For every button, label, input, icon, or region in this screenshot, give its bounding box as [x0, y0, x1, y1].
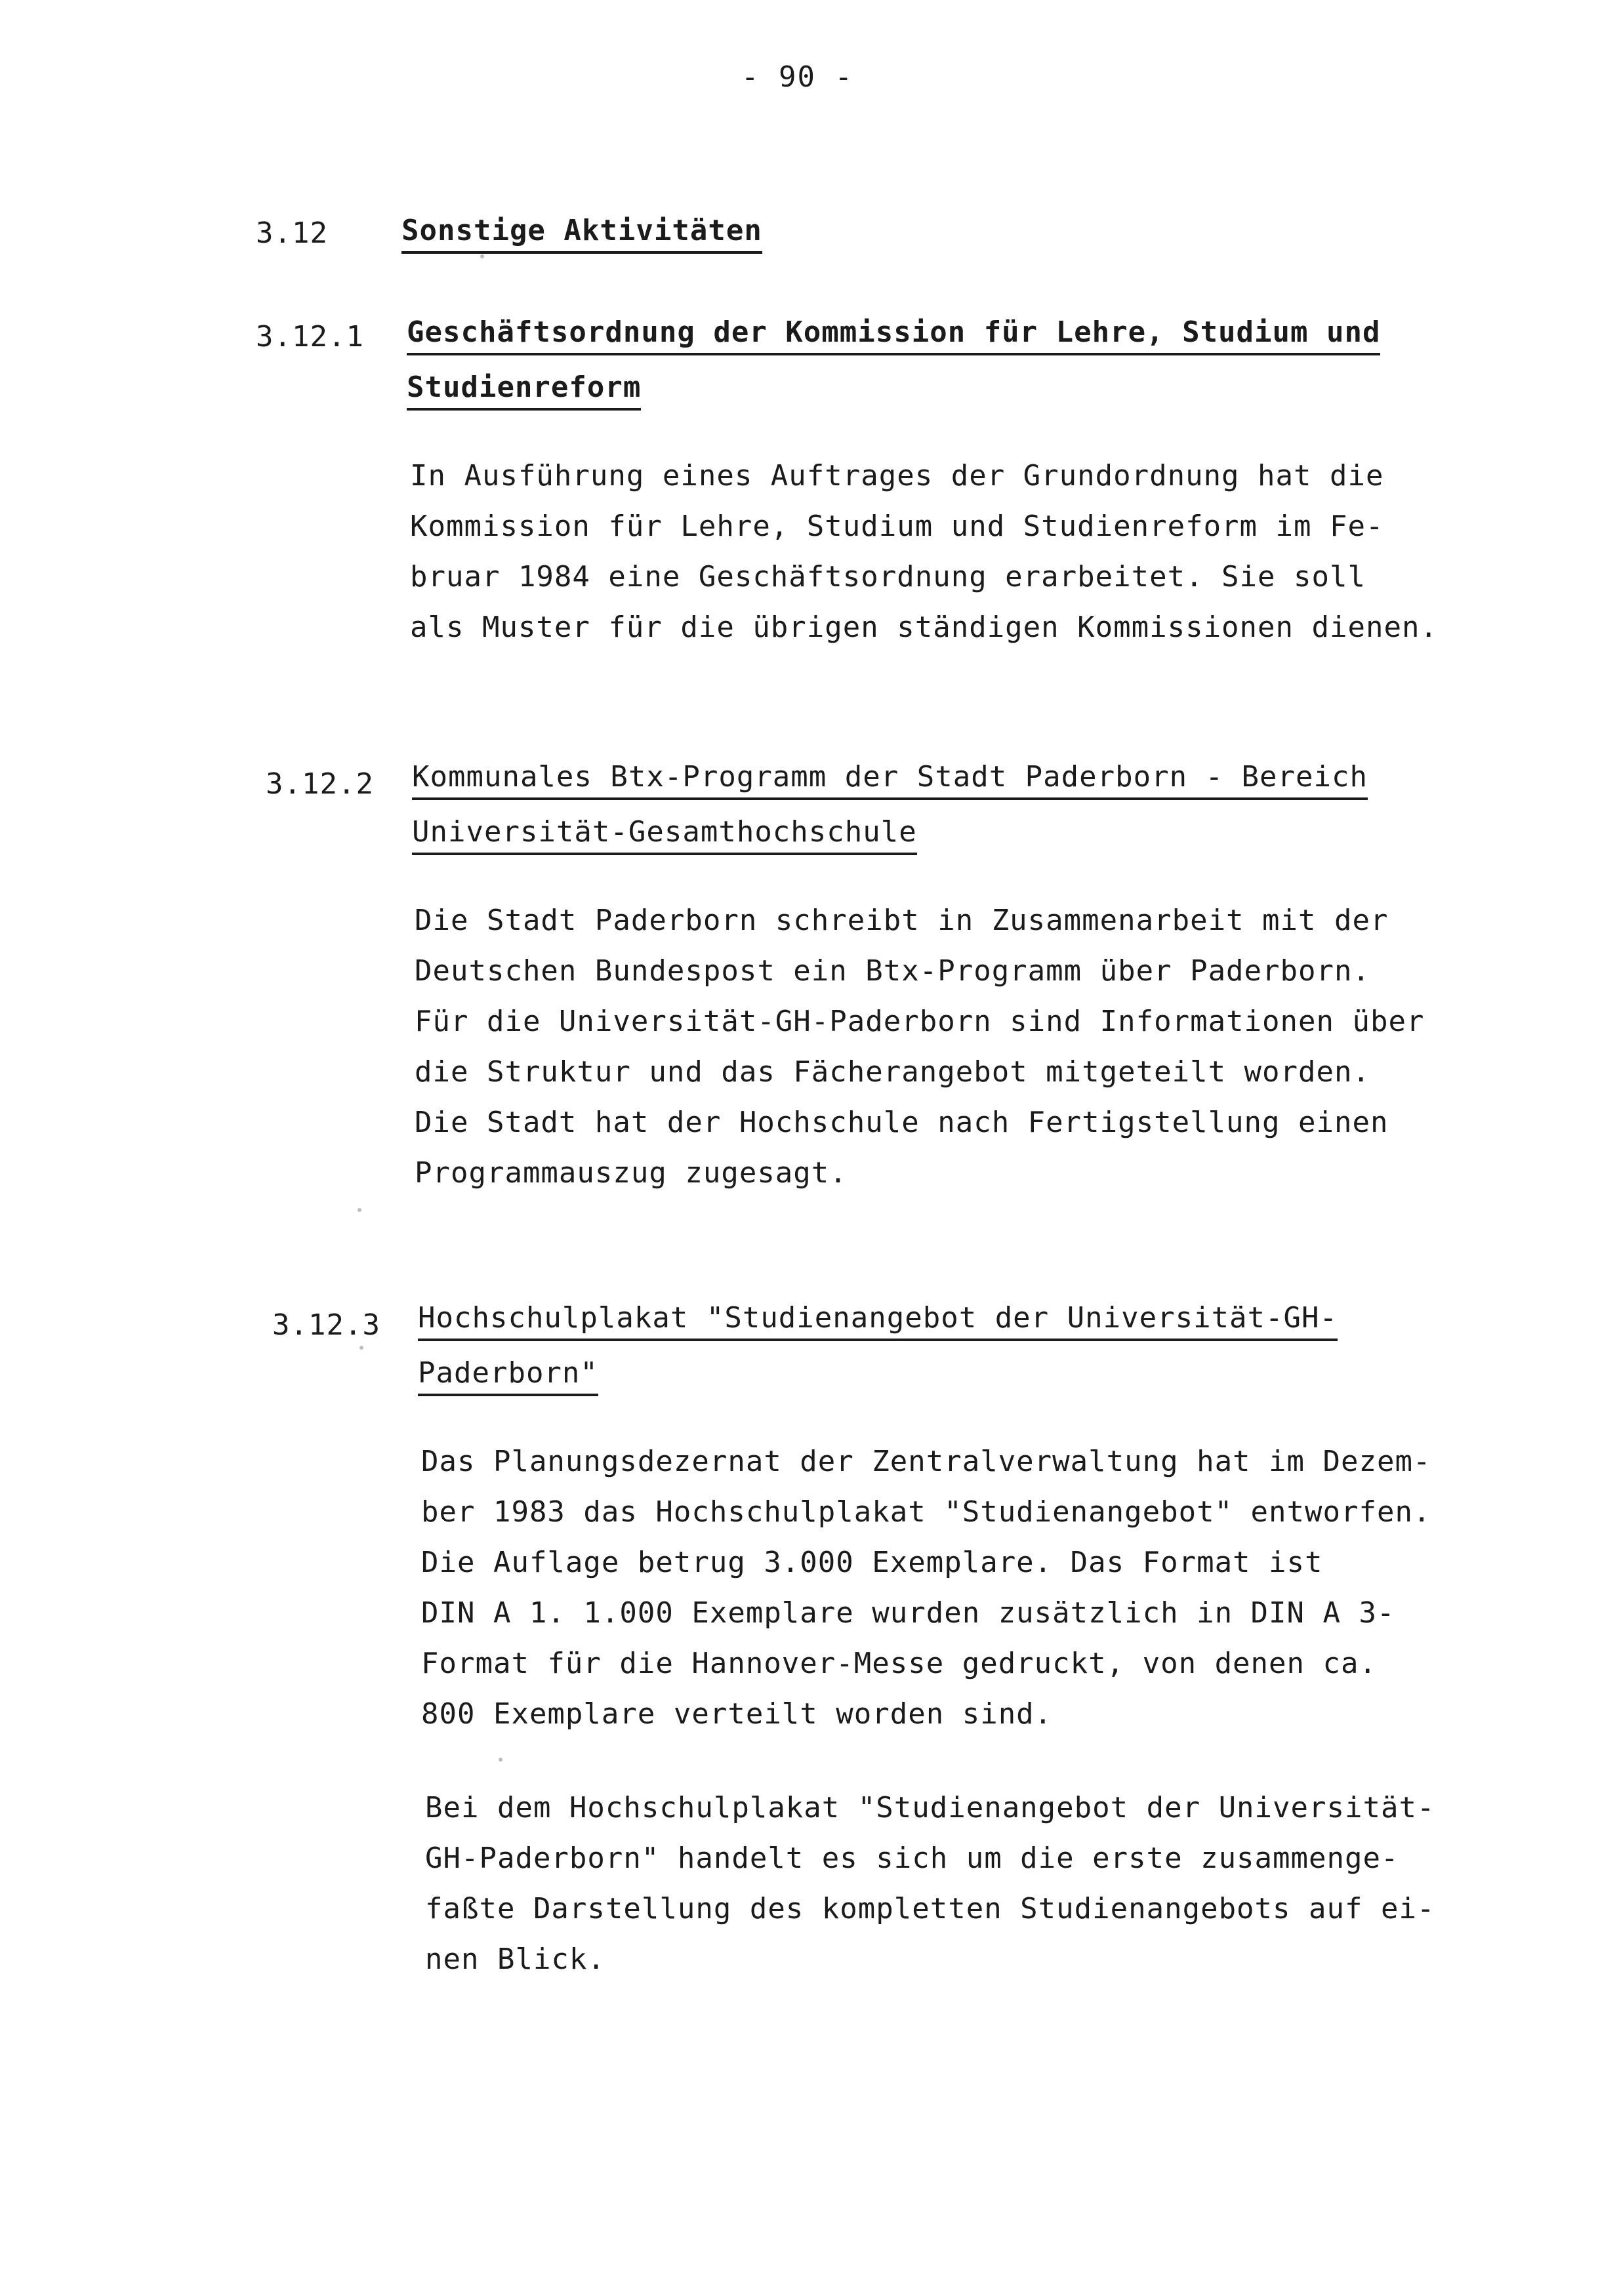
section-heading-line: Paderborn" [418, 1353, 598, 1396]
paragraph: Die Stadt Paderborn schreibt in Zusammenarbeit mit der Deutschen Bundespost ein Btx-Programm über Paderborn. Für die Universität-GH-Paderborn sind Informationen über die Struktur und das Fächerangebot mitgeteilt worden. Die Stadt hat der Hochschule nach Fertigstellung einen Programmauszug zugesagt. [415, 904, 1425, 1190]
paragraph: Bei dem Hochschulplakat "Studienangebot der Universität- GH-Paderborn" handelt es sich um die erste zusammenge- faßte Darstellung des kompletten Studienangebots auf ei- nen Blick. [425, 1791, 1435, 1976]
section-heading [418, 1291, 1338, 1401]
section-heading-line: Studienreform [407, 367, 641, 411]
section-heading [401, 203, 762, 258]
section-heading-line: Sonstige Aktivitäten [401, 211, 762, 254]
scan-speck [480, 254, 484, 258]
section-heading-line: Geschäftsordnung der Kommission für Lehre, Studium und [407, 312, 1380, 355]
page-number: - 90 - [741, 60, 853, 94]
paragraph: Das Planungsdezernat der Zentralverwaltung hat im Dezem- ber 1983 das Hochschulplakat "Studienangebot" entworfen. Die Auflage betrug 3.000 Exemplare. Das Format ist DIN A 1. 1.000 Exemplare wurden zusätzlich in DIN A 3- Format für die Hannover-Messe gedruckt, von denen ca. 800 Exemplare verteilt worden sind. [421, 1445, 1431, 1731]
section-heading-line: Hochschulplakat "Studienangebot der Universität-GH- [418, 1298, 1338, 1341]
section-number: 3.12 [256, 216, 328, 250]
section-number: 3.12.1 [256, 320, 364, 353]
section-number: 3.12.2 [266, 767, 374, 801]
section-heading [412, 750, 1368, 860]
section-heading-line: Universität-Gesamthochschule [412, 812, 917, 855]
scan-speck [358, 1208, 361, 1212]
section-heading-line: Kommunales Btx-Programm der Stadt Paderborn - Bereich [412, 757, 1368, 800]
section-heading [407, 305, 1380, 415]
scan-speck [499, 1758, 502, 1762]
paragraph: In Ausführung eines Auftrages der Grundordnung hat die Kommission für Lehre, Studium und Studienreform im Fe- bruar 1984 eine Geschäftsordnung erarbeitet. Sie soll als Muster für die übrigen ständigen Kommissionen dienen. [410, 459, 1438, 644]
section-number: 3.12.3 [272, 1308, 380, 1342]
scan-speck [359, 1346, 363, 1350]
